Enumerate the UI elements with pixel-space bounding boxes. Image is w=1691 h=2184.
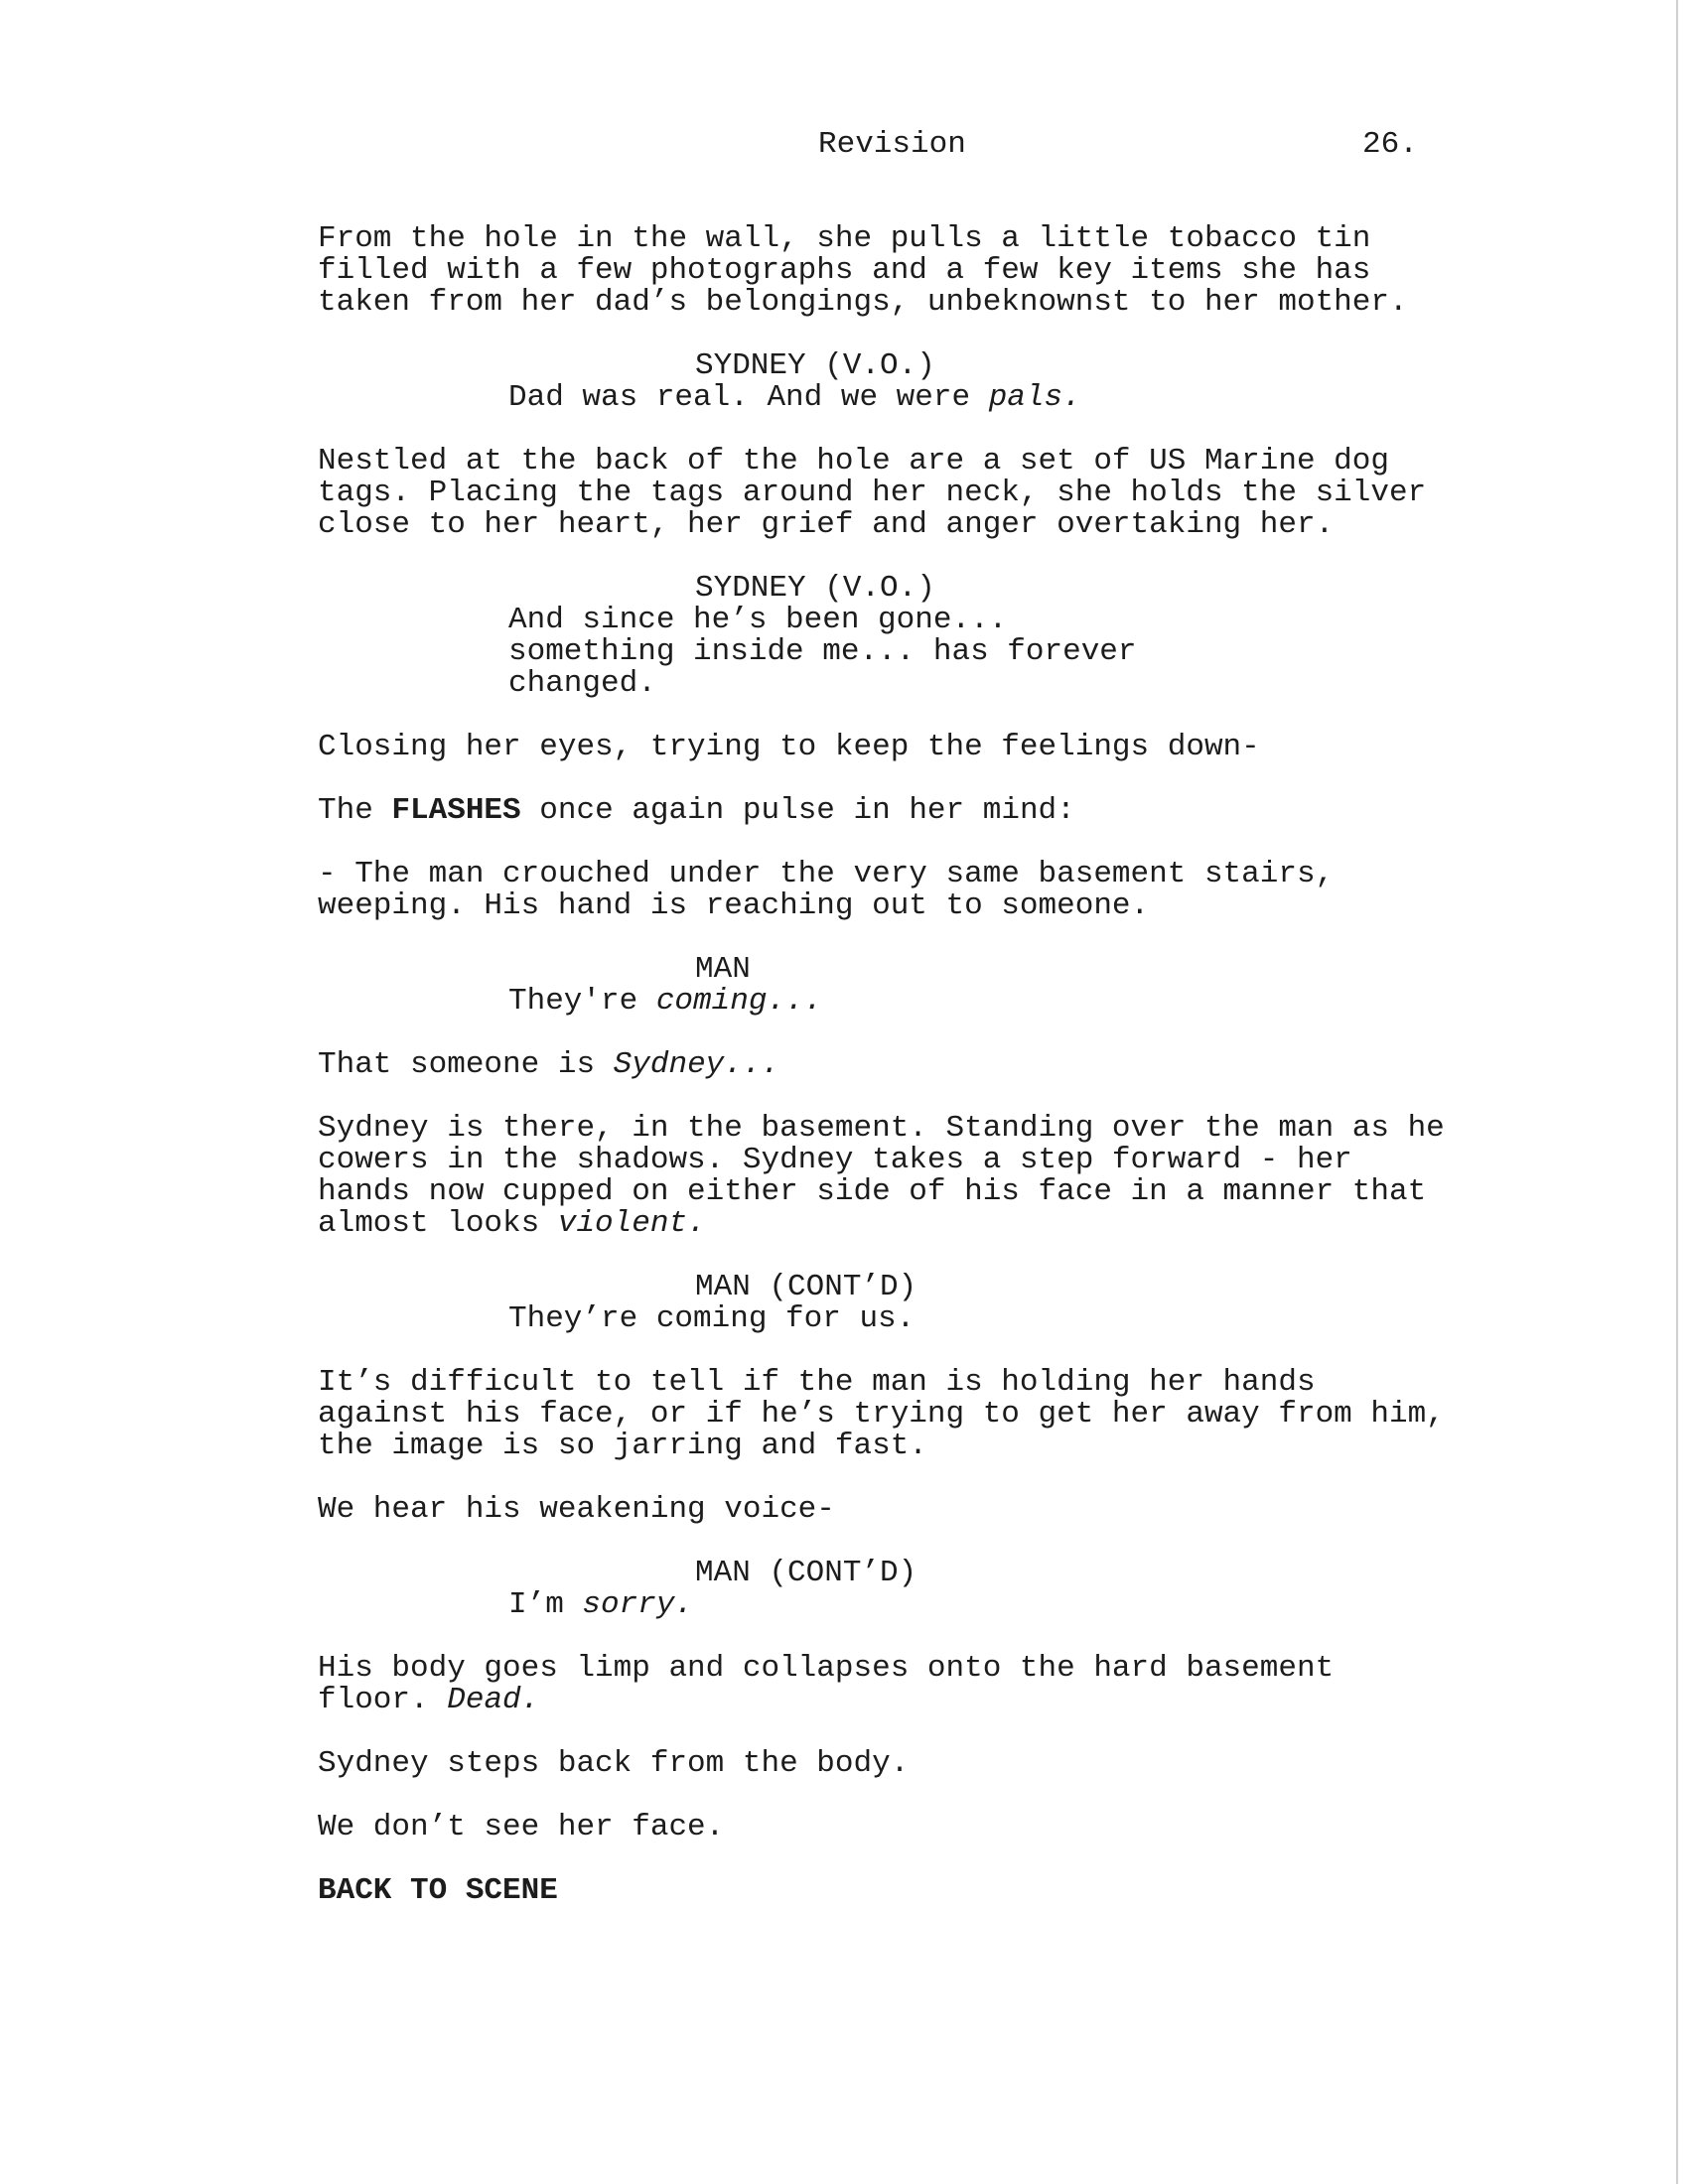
dialogue-text: They're bbox=[508, 984, 656, 1019]
action-emphasis: violent. bbox=[557, 1206, 706, 1241]
dialogue-line: And since he’s been gone... something inside me... has forever changed. bbox=[508, 603, 1137, 701]
dialogue-line: They’re coming for us. bbox=[508, 1301, 916, 1336]
dialogue-emphasis: sorry. bbox=[582, 1587, 694, 1622]
dialogue-text: I’m bbox=[508, 1587, 583, 1622]
action-line: We don’t see her face. bbox=[318, 1810, 725, 1844]
action-line: From the hole in the wall, she pulls a little tobacco tin filled with a few photographs and a few key items she has taken from her dad’s belongings, unbeknownst to her mother. bbox=[318, 221, 1408, 320]
dialogue-line bbox=[508, 382, 1144, 414]
dialogue-line bbox=[508, 986, 1144, 1018]
action-line: Closing her eyes, trying to keep the feelings down- bbox=[318, 730, 1260, 764]
page-header-title: Revision bbox=[818, 127, 966, 162]
action-line: Sydney steps back from the body. bbox=[318, 1746, 910, 1781]
action-line: Nestled at the back of the hole are a set of US Marine dog tags. Placing the tags around her neck, she holds the silver close to her heart, her grief and anger overtaking her. bbox=[318, 444, 1445, 542]
action-text: That someone is bbox=[318, 1047, 614, 1082]
action-line bbox=[318, 795, 1460, 827]
action-text: Sydney is there, in the basement. Standing over the man as he cowers in the shadows. Sydney takes a step forward - her hands now cupped on either side of his face in a manner that almost looks bbox=[318, 1111, 1464, 1241]
action-line: - The man crouched under the very same basement stairs, weeping. His hand is reaching out to someone. bbox=[318, 857, 1352, 923]
character-name: SYDNEY (V.O.) bbox=[695, 571, 935, 606]
transition-line: BACK TO SCENE bbox=[318, 1873, 558, 1908]
action-line bbox=[318, 1049, 1460, 1081]
action-line bbox=[318, 1111, 1464, 1241]
dialogue-emphasis: pals. bbox=[988, 380, 1081, 415]
page-number: 26. bbox=[1362, 127, 1418, 162]
action-text: His body goes limp and collapses onto the hard basement floor. bbox=[318, 1651, 1352, 1717]
dialogue-line bbox=[508, 1589, 1144, 1621]
page-edge-line bbox=[1676, 0, 1678, 2184]
character-name: MAN bbox=[695, 952, 751, 987]
character-name: SYDNEY (V.O.) bbox=[695, 348, 935, 383]
script-body bbox=[318, 221, 1464, 1908]
action-line: It’s difficult to tell if the man is holding her hands against his face, or if he’s trying to get her away from him, the image is so jarring and fast. bbox=[318, 1365, 1464, 1463]
action-emphasis: FLASHES bbox=[391, 793, 521, 828]
action-emphasis: Sydney... bbox=[613, 1047, 780, 1082]
dialogue-emphasis: coming... bbox=[655, 984, 823, 1019]
action-emphasis: Dead. bbox=[447, 1683, 540, 1717]
action-text: The bbox=[318, 793, 392, 828]
character-name: MAN (CONT’D) bbox=[695, 1556, 917, 1590]
character-name: MAN (CONT’D) bbox=[695, 1270, 917, 1304]
action-line bbox=[318, 1653, 1460, 1716]
action-text: once again pulse in her mind: bbox=[520, 793, 1075, 828]
action-line: We hear his weakening voice- bbox=[318, 1492, 835, 1527]
dialogue-text: Dad was real. And we were bbox=[508, 380, 989, 415]
